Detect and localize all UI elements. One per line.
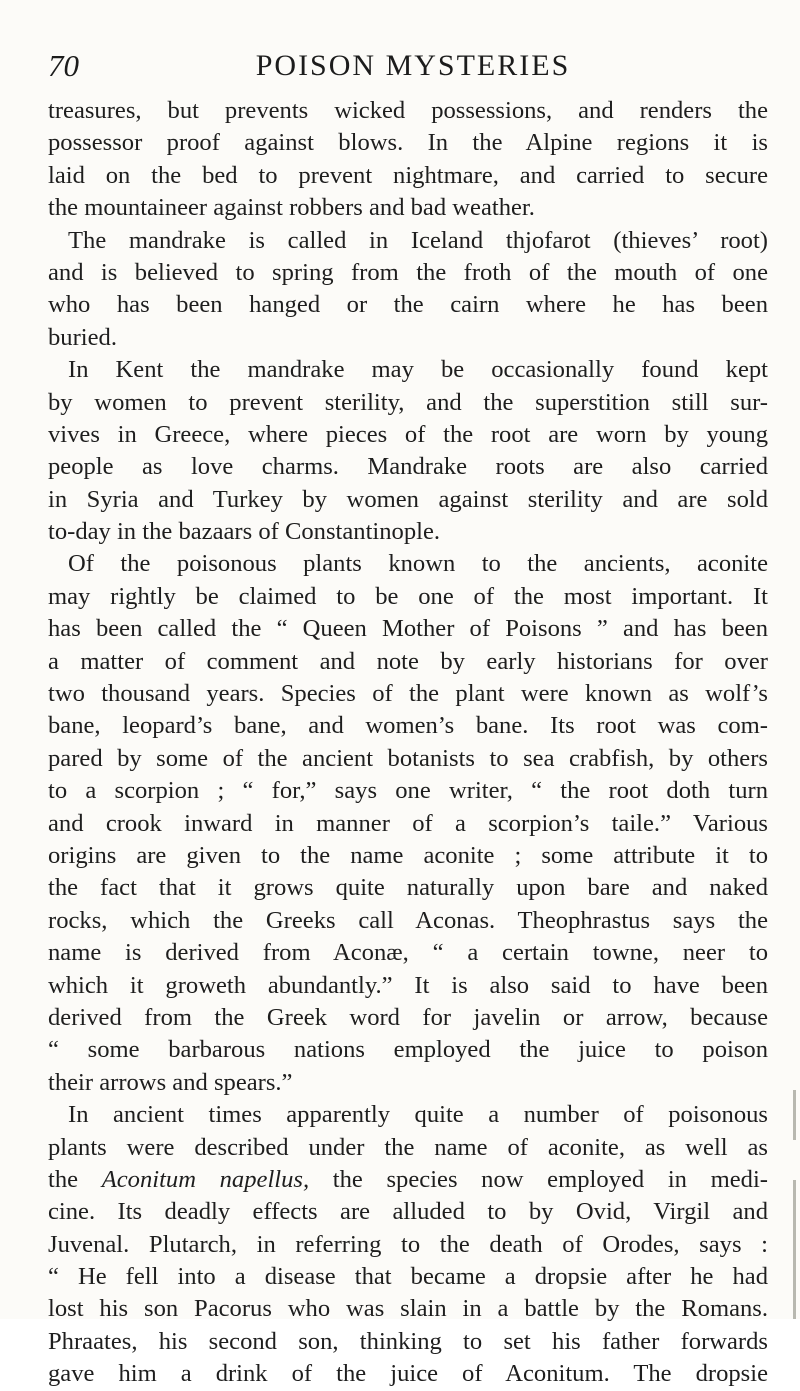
- italic-species-name: Aconitum napellus,: [101, 1165, 310, 1193]
- text-line: to-day in the bazaars of Constantinople.: [48, 518, 441, 546]
- text-line: rocks, which the Greeks call Aconas. Theophrastus says the: [48, 906, 768, 934]
- text-line: Of the poisonous plants known to the ancients, aconite: [68, 550, 768, 578]
- text-line: bane, leopard’s bane, and women’s bane. Its root was com-: [48, 712, 768, 740]
- text-line: pared by some of the ancient botanists to sea crabfish, by others: [48, 744, 768, 772]
- text-line: buried.: [48, 323, 117, 351]
- text-run: the species now employed in medi-: [309, 1165, 768, 1193]
- text-line: cine. Its deadly effects are alluded to by Ovid, Virgil and: [48, 1198, 768, 1226]
- text-line: origins are given to the name aconite ; some attribute it to: [48, 841, 768, 869]
- text-line: by women to prevent sterility, and the superstition still sur-: [48, 388, 768, 416]
- text-line: a matter of comment and note by early historians for over: [48, 647, 768, 675]
- text-line: The mandrake is called in Iceland thjofarot (thieves’ root): [68, 226, 768, 254]
- page-edge-shadow: [793, 1090, 796, 1140]
- text-line: their arrows and spears.”: [48, 1068, 293, 1096]
- text-line: “ some barbarous nations employed the juice to poison: [48, 1036, 768, 1064]
- text-line: lost his son Pacorus who was slain in a battle by the Romans.: [48, 1295, 768, 1323]
- text-line: possessor proof against blows. In the Alpine regions it is: [48, 129, 768, 157]
- running-title: POISON MYSTERIES: [255, 49, 571, 82]
- text-line: two thousand years. Species of the plant were known as wolf’s: [48, 680, 768, 708]
- text-line: gave him a drink of the juice of Aconitum. The dropsie: [48, 1360, 768, 1388]
- text-line: to a scorpion ; “ for,” says one writer, “ the root doth turn: [48, 777, 768, 805]
- text-line: “ He fell into a disease that became a dropsie after he had: [48, 1263, 768, 1291]
- text-line: laid on the bed to prevent nightmare, and carried to secure: [48, 161, 768, 189]
- page-edge-shadow: [793, 1180, 796, 1319]
- text-line: who has been hanged or the cairn where he has been: [48, 291, 768, 319]
- text-line: Phraates, his second son, thinking to set his father forwards: [48, 1327, 768, 1355]
- text-line: the fact that it grows quite naturally upon bare and naked: [48, 874, 768, 902]
- text-line: treasures, but prevents wicked possessions, and renders the: [48, 97, 768, 124]
- text-line: and is believed to spring from the froth of the mouth of one: [48, 258, 768, 286]
- text-line: which it groweth abundantly.” It is also said to have been: [48, 971, 768, 999]
- text-line: in Syria and Turkey by women against sterility and are sold: [48, 485, 768, 513]
- text-line: vives in Greece, where pieces of the root are worn by young: [48, 420, 768, 448]
- page-number: 70: [48, 48, 79, 83]
- text-line: Juvenal. Plutarch, in referring to the death of Orodes, says :: [48, 1230, 768, 1258]
- running-head: [48, 46, 758, 86]
- text-line: derived from the Greek word for javelin or arrow, because: [48, 1003, 768, 1031]
- text-line: In ancient times apparently quite a number of poisonous: [68, 1101, 768, 1129]
- text-line: and crook inward in manner of a scorpion’s taile.” Various: [48, 809, 768, 837]
- text-line: name is derived from Aconæ, “ a certain towne, neer to: [48, 939, 768, 967]
- text-line: the mountaineer against robbers and bad weather.: [48, 194, 535, 222]
- text-line-with-italic: [48, 1164, 768, 1196]
- text-run: the: [48, 1165, 102, 1193]
- text-line: people as love charms. Mandrake roots are also carried: [48, 453, 768, 481]
- text-line: In Kent the mandrake may be occasionally found kept: [68, 356, 768, 384]
- text-line: may rightly be claimed to be one of the most important. It: [48, 582, 768, 610]
- body-text: [48, 95, 768, 1391]
- text-line: plants were described under the name of aconite, as well as: [48, 1133, 768, 1161]
- text-line: has been called the “ Queen Mother of Poisons ” and has been: [48, 615, 768, 643]
